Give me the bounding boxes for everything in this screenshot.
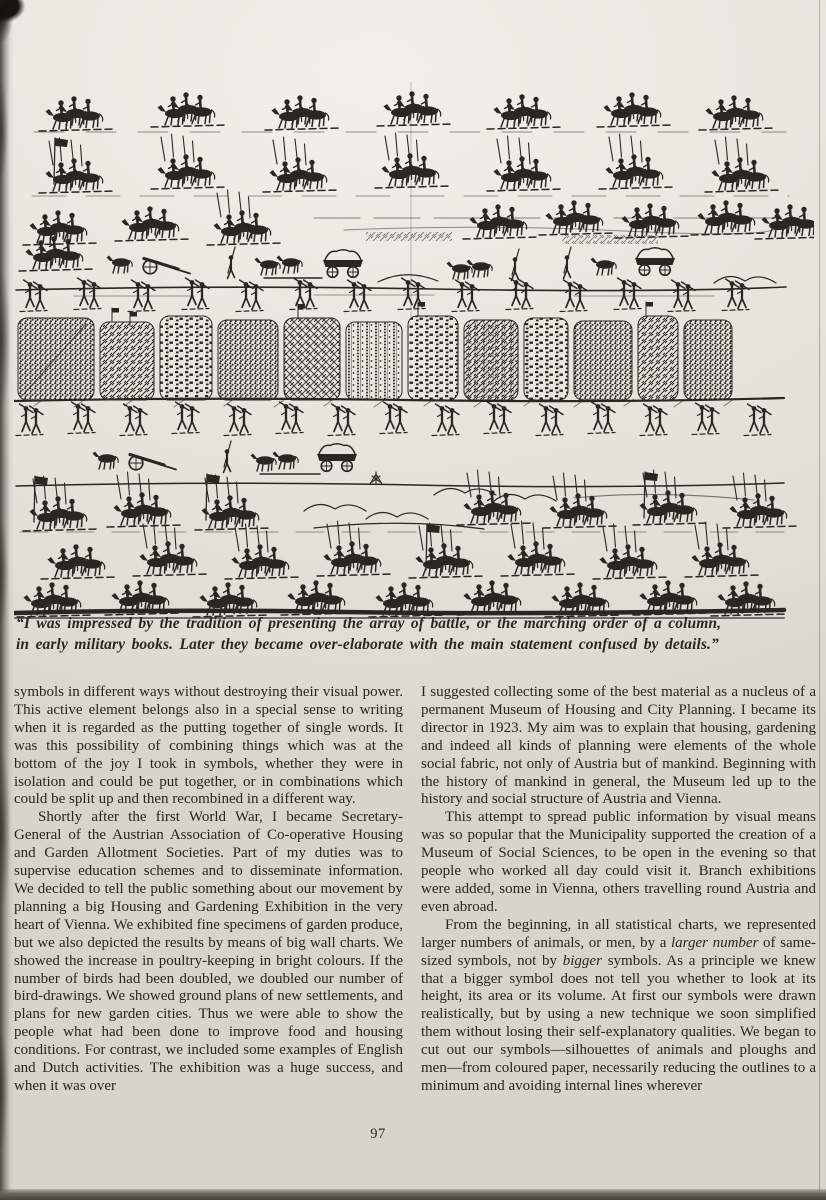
paragraph: symbols in different ways without destroying their visual power. This active element belongs also in a special sense to writing when it is regarded as the putting together of single words. It was this possibility of combining things which was at the bottom of the joy I took in symbols, whether they were in isolation and could be put together, or in combinations which could be split up and then recombined in a different way. xyxy=(14,684,403,808)
left-text-column xyxy=(14,684,403,1140)
paragraph: Shortly after the first World War, I became Secretary-General of the Austrian Association of Co-operative Housing and Garden Allotment Societies. Part of my duties was to supervise education schemes and to disseminate information. We decided to tell the public something about our movement by planning a big Housing and Gardening Exhibition in the very heart of Vienna. We exhibited fine specimens of garden produce, but we also depicted the results by means of big wall charts. We showed the increase in poultry-keeping in bright colours. If the number of birds had been doubled, we doubled our number of bird-drawings. We showed ground plans of new settlements, and plans for new garden cities. Thus we were able to show the people what had been done to improve food and housing conditions. For contrast, we included some examples of English and Dutch activities. The exhibition was a huge success, and when it was over xyxy=(14,809,403,1094)
cavalry-row-5 xyxy=(41,521,761,579)
page-number: 97 xyxy=(370,1126,386,1142)
caption-line-1: “I was impressed by the tradition of presenting the array of battle, or the marching order of a column, xyxy=(16,615,722,632)
pike-blocks-row xyxy=(14,302,784,407)
caption-line-2: in early military books. Later they became over-elaborate with the main statement confused by details.” xyxy=(16,636,719,653)
scan-edge-right xyxy=(819,0,820,1200)
scan-edge-left xyxy=(0,0,13,1200)
paragraph: This attempt to spread public information by visual means was so popular that the Municipality supported the creation of a Museum of Social Sciences, to be open in the evening so that people who worked all day could visit it. Branch exhibitions were added, some in Vienna, others travelling round Austria and even abroad. xyxy=(421,809,816,915)
military-column-woodcut-illustration xyxy=(14,82,814,620)
scan-artifact-corner xyxy=(0,0,30,28)
cavalry-row-3 xyxy=(23,190,814,245)
cavalry-row-4 xyxy=(20,470,799,532)
baggage-train-row xyxy=(16,236,786,296)
right-text-column xyxy=(421,684,816,1140)
illustration-caption xyxy=(16,613,780,655)
body-text xyxy=(14,684,816,1140)
paragraph: I suggested collecting some of the best material as a nucleus of a permanent Museum of Housing and City Planning. I became its director in 1923. My aim was to explain that housing, gardening and indeed all kinds of planning were elements of the whole social fabric, not only of Austria but of mankind. Beginning with the history of mankind in general, the Museum led up to the history and social structure of Austria and Vienna. xyxy=(421,684,816,808)
cavalry-row-1 xyxy=(34,91,786,132)
musketeer-row-lower xyxy=(16,402,771,436)
scan-edge-bottom xyxy=(0,1189,826,1200)
paragraph: From the beginning, in all statistical charts, we represented larger numbers of animals, or men, by a larger number of same-sized symbols, not by bigger symbols. As a principle we knew that a bigger symbol does not tell you whether to look at its height, its area or its volume. At first our symbols were drawn realistically, but by using a new technique we soon simplified them without losing their self-explanatory qualities. We began to cut out our symbols—silhouettes of animals and ploughs and men—from coloured paper, necessarily reducing the outlines to a minimum and avoiding internal lines wherever xyxy=(421,916,816,1094)
